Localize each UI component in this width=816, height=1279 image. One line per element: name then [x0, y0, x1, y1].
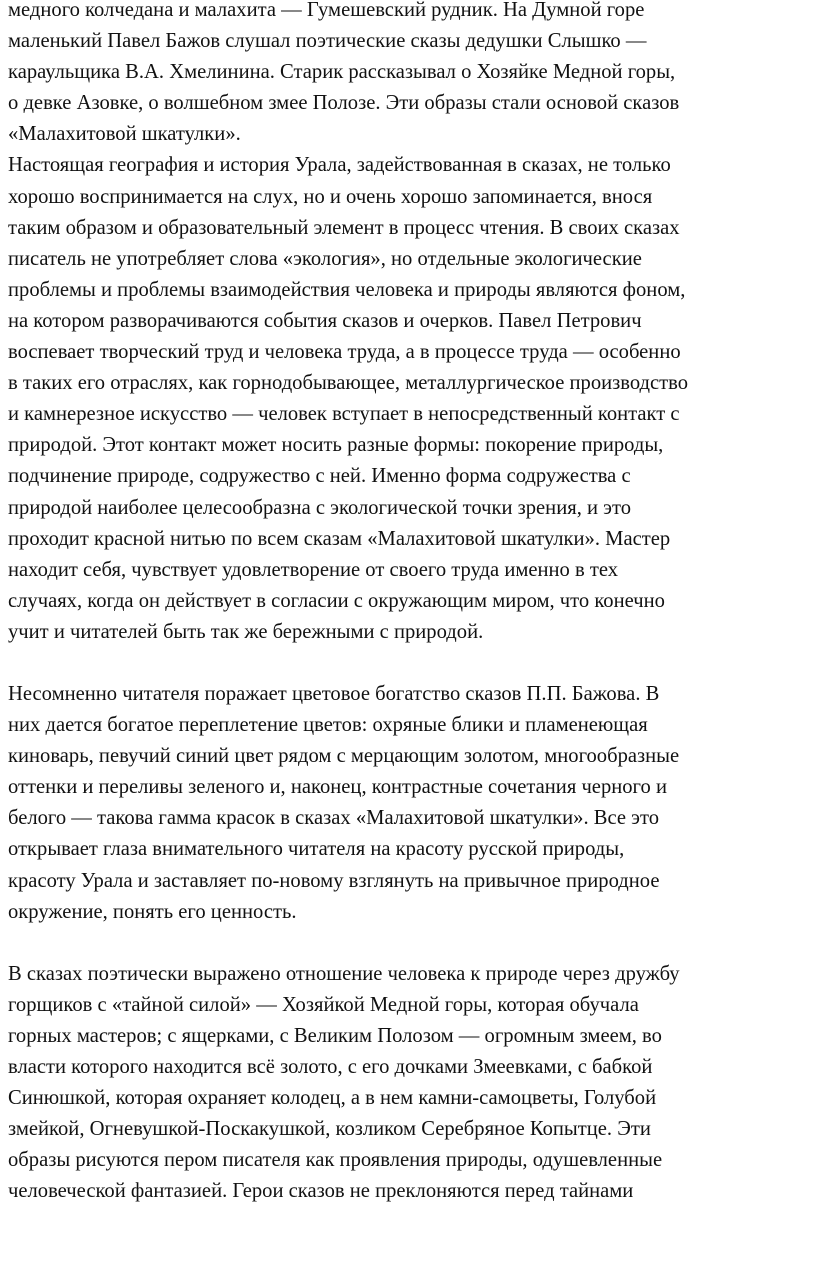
text-line: Настоящая география и история Урала, задействованная в сказах, не только: [8, 154, 671, 177]
text-line: проблемы и проблемы взаимодействия человека и природы являются фоном,: [8, 278, 686, 301]
text-line: таким образом и образовательный элемент в процесс чтения. В своих сказах: [8, 216, 680, 239]
text-line: проходит красной нитью по всем сказам «Малахитовой шкатулки». Мастер: [8, 527, 671, 550]
text-line: природой. Этот контакт может носить разные формы: покорение природы,: [8, 434, 664, 457]
text-line: писатель не употребляет слова «экология», но отдельные экологические: [8, 247, 642, 270]
document-page: [8, 0, 816, 1207]
text-line: В сказах поэтически выражено отношение человека к природе через дружбу: [8, 962, 680, 985]
paragraph-2: [8, 150, 816, 648]
text-line: в таких его отраслях, как горнодобывающее, металлургическое производство: [8, 372, 689, 395]
text-line: Несомненно читателя поражает цветовое богатство сказов П.П. Бажова. В: [8, 682, 660, 705]
text-line: красоту Урала и заставляет по-новому взглянуть на привычное природное: [8, 869, 660, 892]
text-line: образы рисуются пером писателя как проявления природы, одушевленные: [8, 1149, 663, 1172]
paragraph-spacer: [8, 648, 816, 679]
text-line: хорошо воспринимается на слух, но и очень хорошо запоминается, внося: [8, 185, 653, 208]
text-line: Синюшкой, которая охраняет колодец, а в нем камни-самоцветы, Голубой: [8, 1087, 657, 1110]
text-line: киноварь, певучий синий цвет рядом с мерцающим золотом, многообразные: [8, 745, 680, 768]
text-line: воспевает творческий труд и человека труда, а в процессе труда — особенно: [8, 341, 681, 364]
text-line: о девке Азовке, о волшебном змее Полозе. Эти образы стали основой сказов: [8, 92, 680, 115]
text-line: на котором разворачиваются события сказов и очерков. Павел Петрович: [8, 309, 642, 332]
text-line: окружение, понять его ценность.: [8, 900, 297, 923]
text-line: оттенки и переливы зеленого и, наконец, контрастные сочетания черного и: [8, 776, 667, 799]
paragraph-4: [8, 959, 816, 1208]
paragraph-1: [8, 0, 816, 150]
text-line: и камнерезное искусство — человек вступает в непосредственный контакт с: [8, 403, 680, 426]
text-line: них дается богатое переплетение цветов: охряные блики и пламенеющая: [8, 714, 648, 737]
text-line: учит и читателей быть так же бережными с природой.: [8, 620, 484, 643]
text-line: власти которого находится всё золото, с его дочками Змеевками, с бабкой: [8, 1056, 653, 1078]
text-line: маленький Павел Бажов слушал поэтические сказы дедушки Слышко —: [8, 30, 647, 53]
text-line: открывает глаза внимательного читателя на красоту русской природы,: [8, 838, 625, 861]
text-line: медного колчедана и малахита — Гумешевский рудник. На Думной горе: [8, 0, 645, 21]
text-line: случаях, когда он действует в согласии с окружающим миром, что конечно: [8, 589, 665, 612]
text-line: «Малахитовой шкатулки».: [8, 123, 241, 146]
text-line: горщиков с «тайной силой» — Хозяйкой Медной горы, которая обучала: [8, 993, 639, 1016]
paragraph-spacer: [8, 928, 816, 959]
text-line: находит себя, чувствует удовлетворение от своего труда именно в тех: [8, 558, 619, 581]
text-line: горных мастеров; с ящерками, с Великим Полозом — огромным змеем, во: [8, 1024, 662, 1047]
text-line: караульщика В.А. Хмелинина. Старик рассказывал о Хозяйке Медной горы,: [8, 61, 676, 84]
text-line: подчинение природе, содружество с ней. Именно форма содружества с: [8, 465, 631, 488]
paragraph-3: [8, 679, 816, 928]
text-line: змейкой, Огневушкой-Поскакушкой, козликом Серебряное Копытце. Эти: [8, 1118, 651, 1141]
text-line: природой наиболее целесообразна с экологической точки зрения, и это: [8, 496, 632, 519]
text-line: человеческой фантазией. Герои сказов не преклоняются перед тайнами: [8, 1180, 634, 1203]
text-line: белого — такова гамма красок в сказах «Малахитовой шкатулки». Все это: [8, 807, 660, 830]
